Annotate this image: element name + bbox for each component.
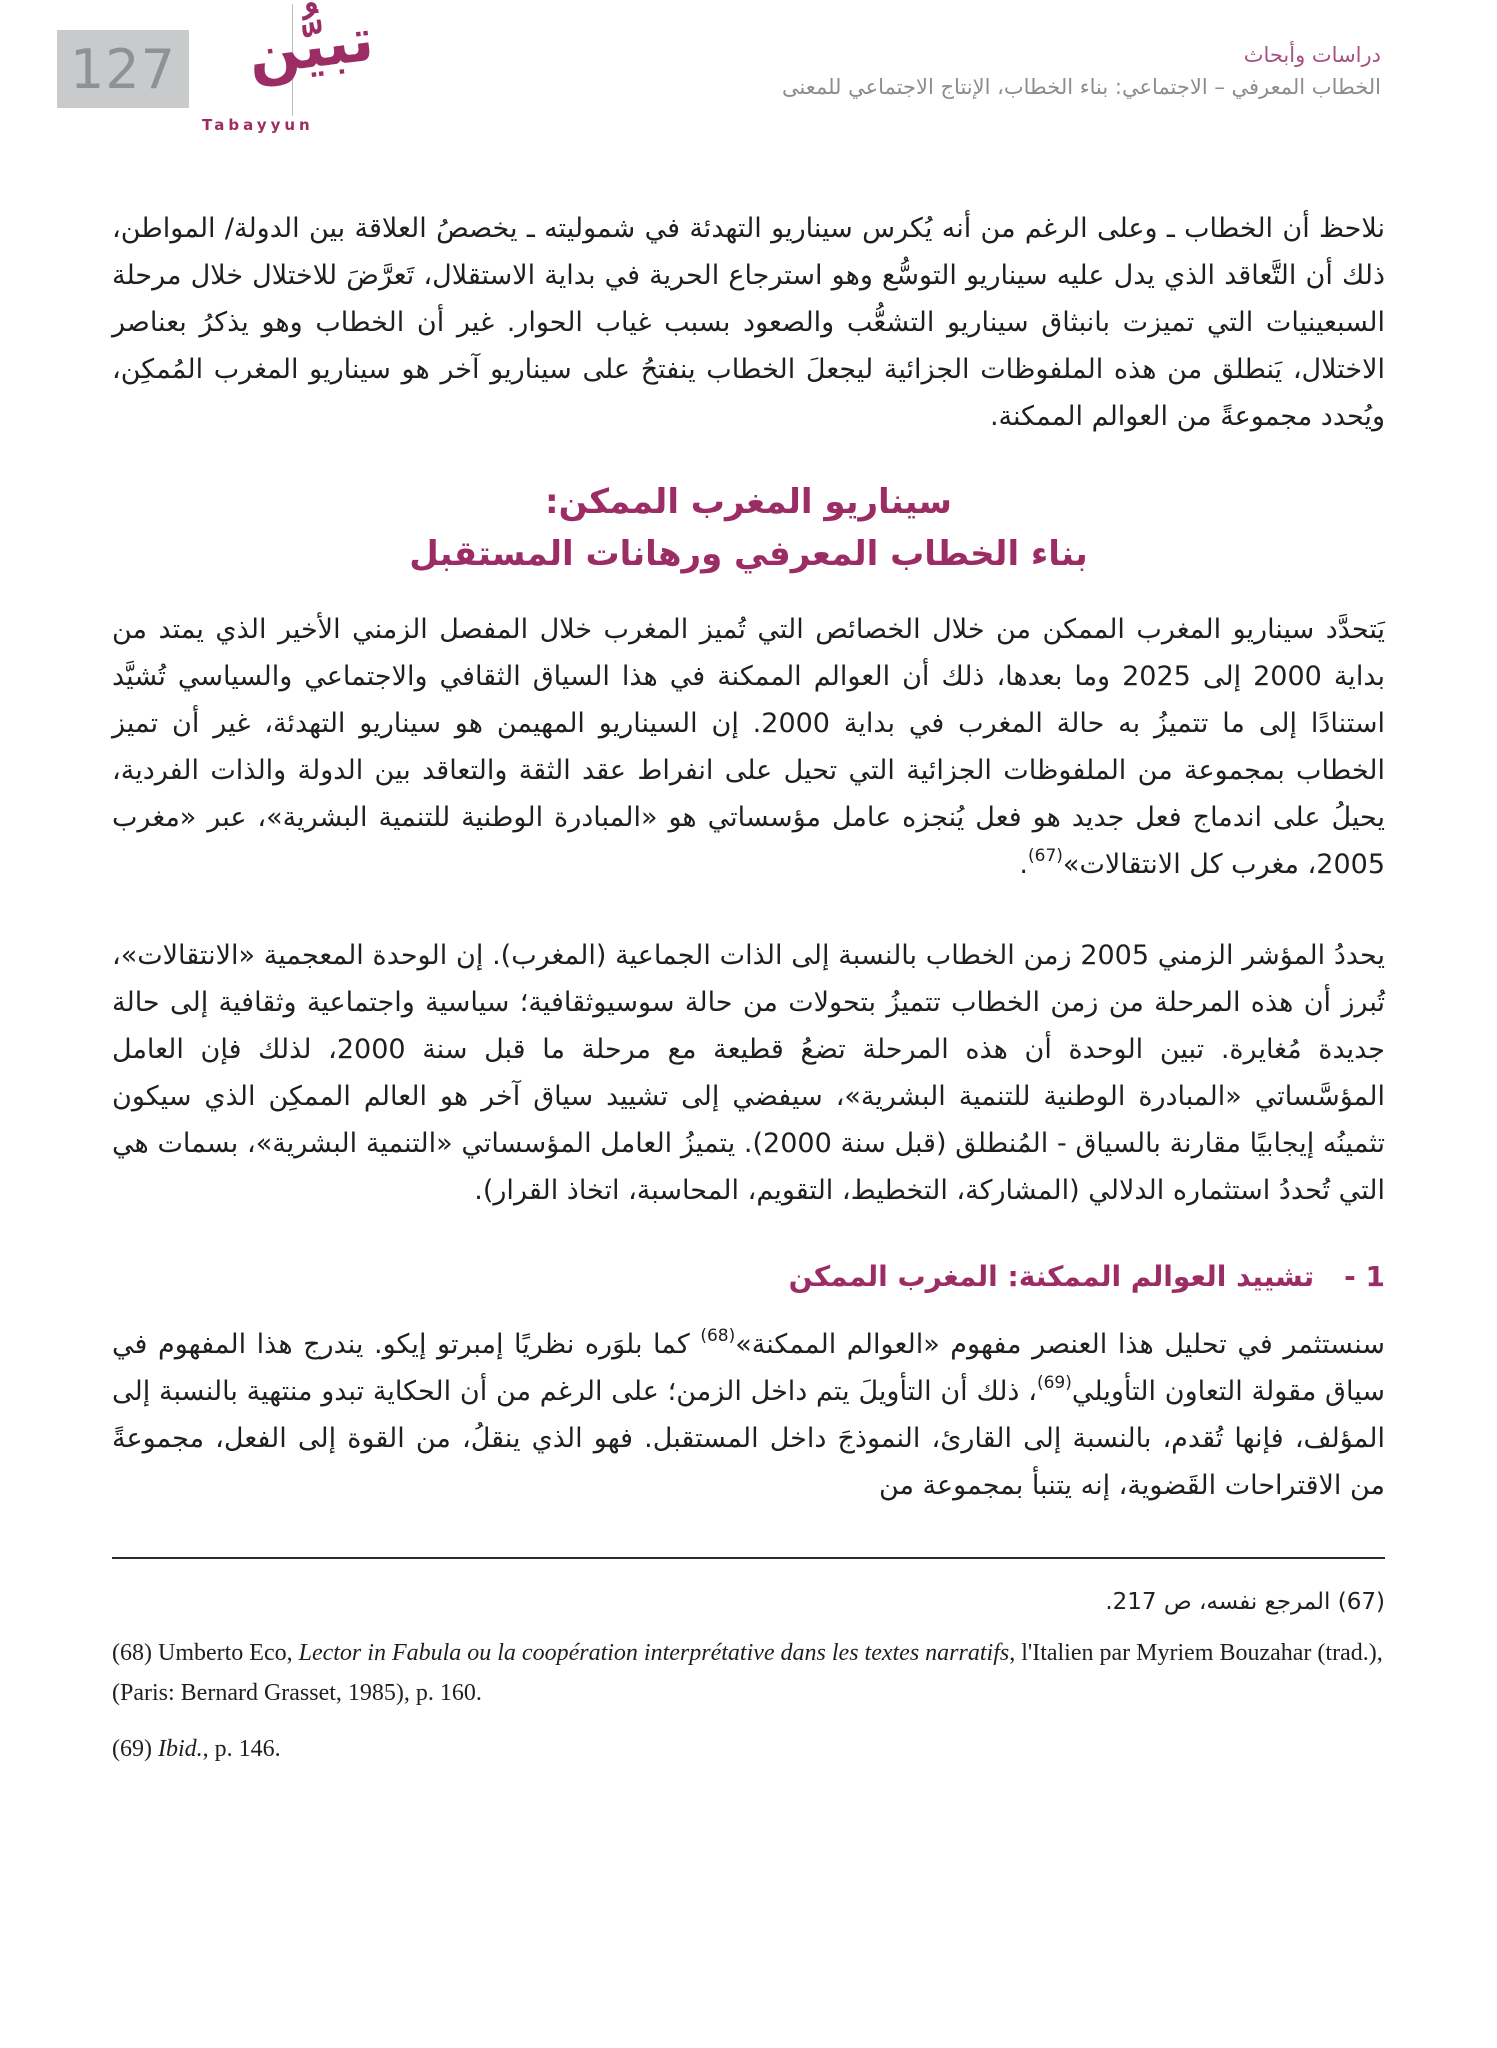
footnote-ref-68: (68) [700,1326,736,1346]
subsection-title: تشييد العوالم الممكنة: المغرب الممكن [788,1260,1315,1293]
footnotes-section [112,1557,1385,1769]
footnote-text: (69) [112,1736,158,1762]
paragraph-text: . [1019,849,1028,880]
header-section-label: دراسات وأبحاث [1243,43,1381,67]
subsection-number: 1 - [1344,1260,1385,1293]
footnote-67: (67) المرجع نفسه، ص 217. [1105,1589,1385,1615]
page-number-box [57,30,189,108]
footnote-text: , p. 146. [202,1736,281,1762]
subsection-heading [112,1260,1385,1293]
footnote-divider [112,1557,1385,1559]
footnote-text: , l'Italien par Myriem Bouzahar (trad.), (Paris: Bernard Grasset, 1985), p. 160. [112,1640,1383,1706]
footnote-ibid: Ibid. [157,1736,203,1762]
article-body [112,205,1385,1785]
paragraph-1: نلاحظ أن الخطاب ـ وعلى الرغم من أنه يُكرس سيناريو التهدئة في شموليته ـ يخصصُ العلاقة بين الدولة/ المواطن، ذلك أن التَّعاقد الذي يدل عليه سيناريو التوسُّع وهو استرجاع الحرية في بداية الاستقلال، تَعرَّضَ للاختلال خلال مرحلة السبعينيات التي تميزت بانبثاق سيناريو التشعُّب والصعود بسبب غياب الحوار. غير أن الخطاب وهو يذكرُ بعناصر الاختلال، يَنطلق من هذه الملفوظات الجزائية ليجعلَ الخطاب ينفتحُ على سيناريو آخر هو سيناريو المغرب المُمكِن، ويُحدد مجموعةً من العوالم الممكنة. [112,213,1385,432]
paragraph-3: يحددُ المؤشر الزمني 2005 زمن الخطاب بالنسبة إلى الذات الجماعية (المغرب). إن الوحدة المعجمية «الانتقالات»، تُبرز أن هذه المرحلة من زمن الخطاب تتميزُ بتحولات من حالة سوسيوثقافية؛ سياسية واجتماعية وثقافية إلى حالة جديدة مُغايرة. تبين الوحدة أن هذه المرحلة تضعُ قطيعة مع مرحلة ما قبل سنة 2000، لذلك فإن العامل المؤسَّساتي «المبادرة الوطنية للتنمية البشرية»، سيفضي إلى تشييد سياق آخر هو العالم الممكِن الذي سيكون تثمينُه إيجابيًا مقارنة بالسياق - المُنطلق (قبل سنة 2000). يتميزُ العامل المؤسساتي «التنمية البشرية»، بسمات هي التي تُحددُ استثماره الدلالي (المشاركة، التخطيط، التقويم، المحاسبة، اتخاذ القرار). [112,940,1386,1206]
section-heading-line2: بناء الخطاب المعرفي ورهانات المستقبل [409,534,1088,574]
paragraph-2 [112,606,1385,888]
page-number: 127 [69,37,177,101]
footnote-69 [112,1729,1385,1769]
journal-logo-arabic: تبيُّن [244,4,378,90]
journal-logo-latin: Tabayyun [202,116,314,134]
journal-logo [196,4,406,159]
paragraph-text: يَتحدَّد سيناريو المغرب الممكن من خلال الخصائص التي تُميز المغرب خلال المفصل الزمني الأخير الذي يمتد من بداية 2000 إلى 2025 وما بعدها، ذلك أن العوالم الممكنة في هذا السياق الثقافي والاجتماعي والسياسي تُشيَّد استنادًا إلى ما تتميزُ به حالة المغرب في بداية 2000. إن السيناريو المهيمن هو سيناريو التهدئة، غير أن تميز الخطاب بمجموعة من الملفوظات الجزائية التي تحيل على انفراط عقد الثقة والتعاقد بين الدولة والذات الفردية، يحيلُ على اندماج فعل جديد هو فعل يُنجزه عامل مؤسساتي هو «المبادرة الوطنية للتنمية البشرية»، عبر «مغرب 2005، مغرب كل الانتقالات» [112,614,1386,880]
footnote-book-title: Lector in Fabula ou la coopération interprétative dans les textes narratifs [298,1640,1010,1666]
paragraph-text: ، ذلك أن التأويلَ يتم داخل الزمن؛ على الرغم من أن الحكاية تبدو منتهية بالنسبة إلى المؤلف، فإنها تُقدم، بالنسبة إلى القارئ، النموذجَ داخل المستقبل. فهو الذي ينقلُ، من القوة إلى الفعل، مجموعةً من الاقتراحات القَضوية، إنه يتنبأ بمجموعة من [112,1376,1385,1501]
header-meta [782,40,1381,104]
footnote-ref-69: (69) [1036,1373,1072,1393]
section-heading-line1: سيناريو المغرب الممكن: [545,482,952,522]
header-running-title: الخطاب المعرفي – الاجتماعي: بناء الخطاب، الإنتاج الاجتماعي للمعنى [781,75,1381,99]
footnote-text: (68) Umberto Eco, [112,1640,299,1666]
paragraph-text: سنستثمر في تحليل هذا العنصر مفهوم «العوالم الممكنة» [735,1329,1385,1360]
section-heading [112,476,1385,580]
paragraph-4 [112,1321,1385,1509]
footnote-ref-67: (67) [1028,846,1063,866]
footnote-68 [112,1633,1385,1713]
paragraph-text: كما بلوَره نظريًا إمبرتو إيكو. يندرج هذا المفهوم في سياق مقولة التعاون التأويلي [112,1329,1386,1407]
